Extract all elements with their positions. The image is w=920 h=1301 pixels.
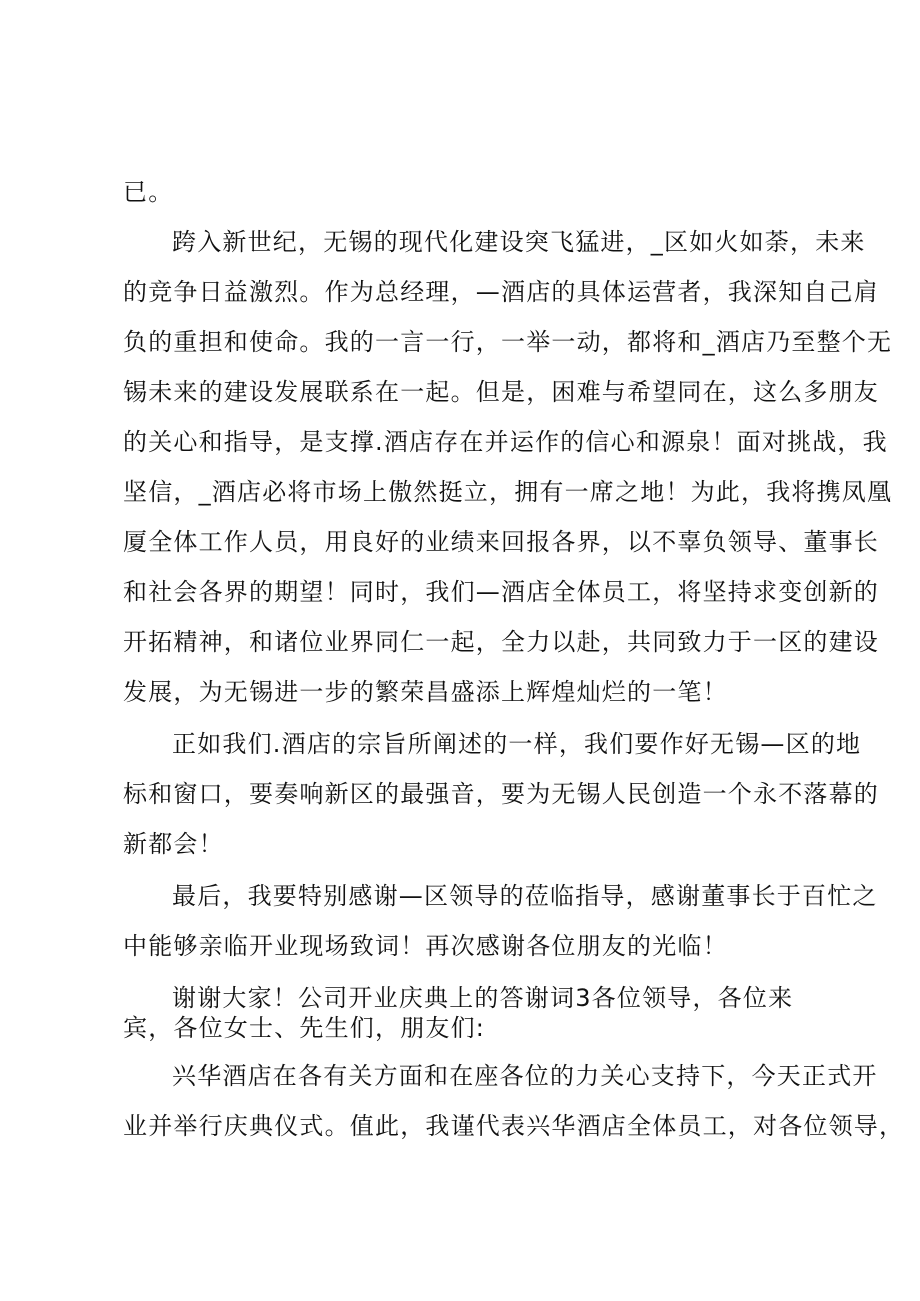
text-line: 业并举行庆典仪式。值此，我谨代表兴华酒店全体员工，对各位领导， (123, 1112, 905, 1140)
text-line: 负的重担和使命。我的一言一行，一举一动，都将和_酒店乃至整个无 (123, 328, 893, 356)
text-line: 谢谢大家！公司开业庆典上的答谢词3各位领导，各位来 (172, 984, 794, 1012)
text-line: 坚信，_酒店必将市场上傲然挺立，拥有一席之地！为此，我将携凤凰 (123, 478, 893, 506)
text-line: 厦全体工作人员，用良好的业绩来回报各界，以不辜负领导、董事长 (123, 528, 879, 556)
text-line: 标和窗口，要奏响新区的最强音，要为无锡人民创造一个永不落幕的 (123, 780, 879, 808)
text-line: 新都会！ (123, 830, 224, 858)
text-line: 和社会各界的期望！同时，我们—酒店全体员工，将坚持求变创新的 (123, 578, 879, 606)
text-line: 的关心和指导，是支撑.酒店存在并运作的信心和源泉！面对挑战，我 (123, 428, 888, 456)
text-line: 开拓精神，和诸位业界同仁一起，全力以赴，共同致力于一区的建设 (123, 628, 879, 656)
text-line: 正如我们.酒店的宗旨所阐述的一样，我们要作好无锡—区的地 (172, 730, 862, 758)
text-line: 的竞争日益激烈。作为总经理，—酒店的具体运营者，我深知自己肩 (123, 278, 879, 306)
text-line: 最后，我要特别感谢—区领导的莅临指导，感谢董事长于百忙之 (172, 882, 878, 910)
text-line: 锡未来的建设发展联系在一起。但是，困难与希望同在，这么多朋友 (123, 378, 879, 406)
text-line: 中能够亲临开业现场致词！再次感谢各位朋友的光临！ (123, 932, 728, 960)
text-line: 发展，为无锡进一步的繁荣昌盛添上辉煌灿烂的一笔！ (123, 678, 728, 706)
text-line: 跨入新世纪，无锡的现代化建设突飞猛进，_区如火如荼，未来 (172, 228, 866, 256)
text-line: 兴华酒店在各有关方面和在座各位的力关心支持下，今天正式开 (172, 1062, 878, 1090)
text-line: 宾，各位女士、先生们，朋友们: (123, 1014, 486, 1042)
text-line: 已。 (123, 178, 174, 206)
